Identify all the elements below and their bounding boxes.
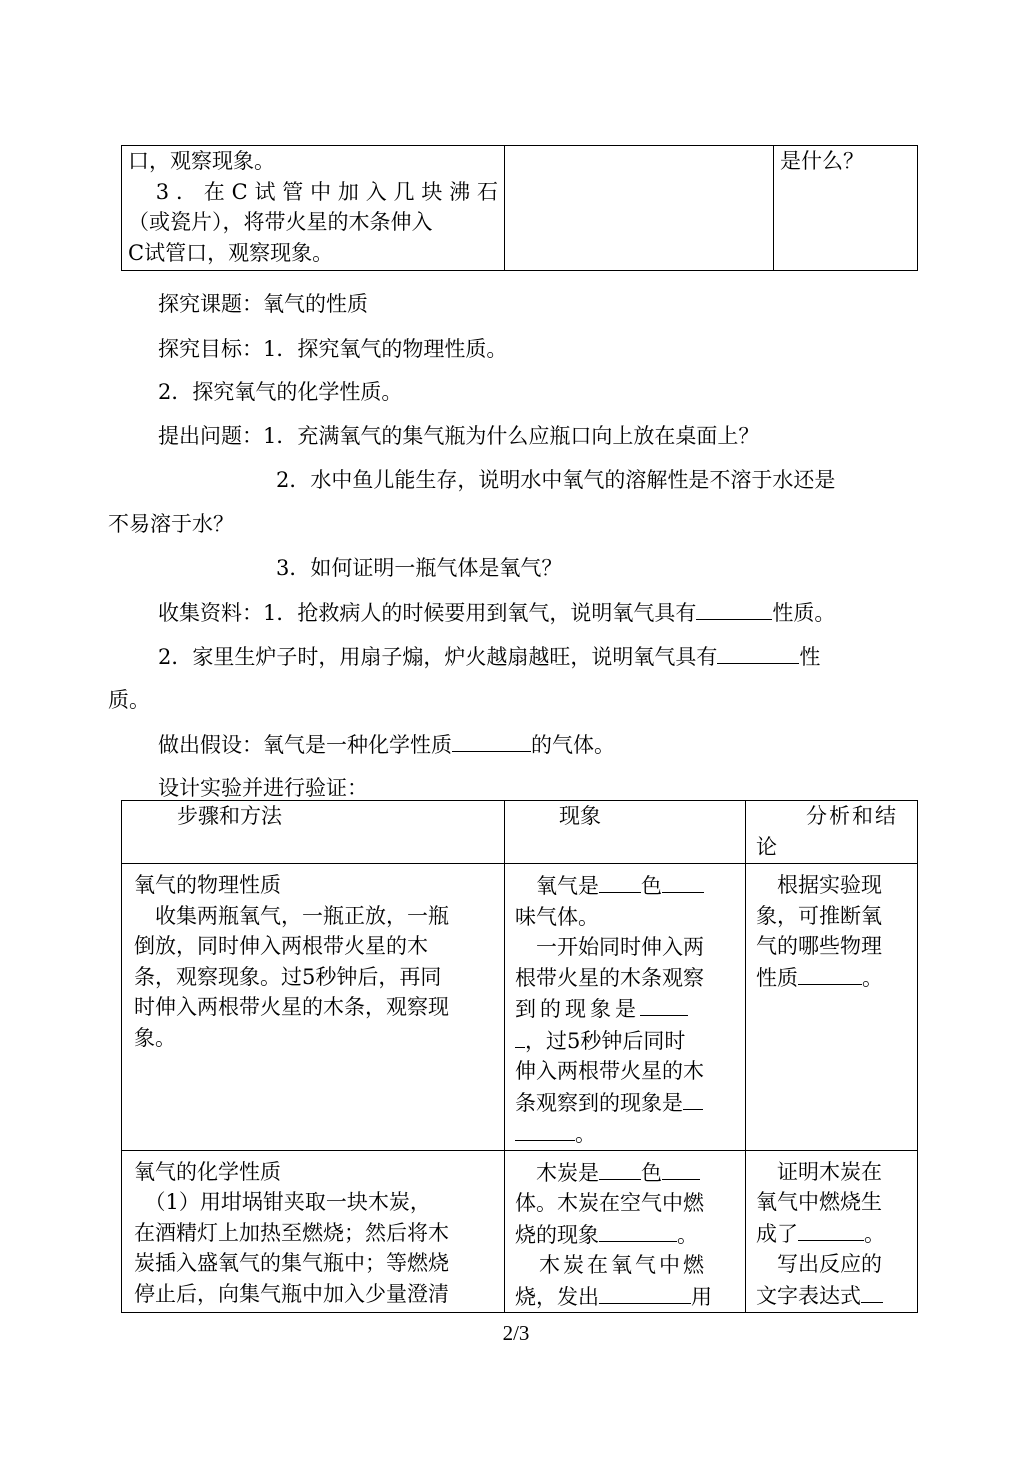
analysis-line: 氧气中燃烧生 xyxy=(756,1190,882,1214)
steps-line: （或瓷片），将带火星的木条伸入 xyxy=(128,210,433,234)
analysis-line xyxy=(756,1280,911,1312)
steps-line: C试管口，观察现象。 xyxy=(128,240,334,265)
analysis-line: 证明木炭在 xyxy=(756,1159,882,1184)
analysis-text: 。 xyxy=(864,1221,885,1246)
analysis-text: 性质 xyxy=(756,965,798,990)
phenomenon-cell xyxy=(505,146,774,271)
phenomenon-line xyxy=(515,1219,739,1251)
question-line-2a: 2．水中鱼儿能生存，说明水中氧气的溶解性是不溶于水还是 xyxy=(276,468,836,492)
collect-2-text: 2．家里生炉子时，用扇子煽，炉火越扇越旺，说明氧气具有 xyxy=(158,645,718,669)
fill-blank xyxy=(696,597,772,620)
fill-blank xyxy=(861,1280,883,1303)
analysis-text: 文字表达式 xyxy=(756,1283,861,1308)
steps-line: 倒放，同时伸入两根带火星的木 xyxy=(134,934,428,958)
phenomenon-line: 伸入两根带火星的木 xyxy=(515,1059,704,1083)
phenomenon-line: 味气体。 xyxy=(515,904,599,929)
goal-line-2: 2．探究氧气的化学性质。 xyxy=(158,380,403,404)
goal-line-1: 探究目标：1．探究氧气的物理性质。 xyxy=(158,337,508,361)
fill-blank xyxy=(662,870,704,893)
hypothesis-line xyxy=(158,729,615,760)
fill-blank xyxy=(599,1219,677,1242)
steps-cell xyxy=(122,146,505,271)
fill-blank xyxy=(662,1157,700,1180)
steps-line: 象。 xyxy=(134,1025,176,1050)
physical-phenomenon-cell xyxy=(505,864,746,1151)
phenomenon-text: 。 xyxy=(575,1122,596,1146)
phenomenon-line xyxy=(515,870,739,902)
analysis-cell xyxy=(774,146,918,271)
chemical-steps-cell xyxy=(122,1150,505,1313)
steps-line: 口，观察现象。 xyxy=(128,149,275,173)
fill-blank xyxy=(640,993,688,1016)
phenomenon-text: ，过5秒钟后同时 xyxy=(525,1028,686,1053)
phenomenon-text: 烧，发出 xyxy=(515,1284,599,1309)
collect-2-suffix: 性 xyxy=(799,645,821,669)
fill-blank xyxy=(798,1218,864,1241)
steps-line: 氧气的物理性质 xyxy=(134,873,281,897)
steps-line: 3．在C试管中加入几块沸石 xyxy=(128,179,498,204)
question-line-3: 3．如何证明一瓶气体是氧气？ xyxy=(276,556,563,580)
fill-blank xyxy=(452,729,531,752)
experiment-table-continued xyxy=(121,145,918,271)
analysis-line: 是什么？ xyxy=(780,149,864,173)
steps-line: 在酒精灯上加热至燃烧；然后将木 xyxy=(134,1220,449,1245)
phenomenon-text: 烧的现象 xyxy=(515,1222,599,1247)
analysis-line: 写出反应的 xyxy=(756,1252,882,1276)
phenomenon-line xyxy=(515,1281,739,1313)
phenomenon-line xyxy=(515,993,739,1025)
phenomenon-text: 色 xyxy=(641,1160,662,1185)
steps-line: 条，观察现象。过5秒钟后，再同 xyxy=(134,964,442,989)
collect-line-2 xyxy=(158,641,820,672)
fill-blank xyxy=(515,1025,525,1048)
analysis-line: 象，可推断氧 xyxy=(756,903,882,928)
header-phenomenon-label: 现象 xyxy=(559,804,601,828)
steps-line: 收集两瓶氧气，一瓶正放，一瓶 xyxy=(134,903,449,928)
chemical-analysis-cell xyxy=(746,1150,918,1313)
phenomenon-line xyxy=(515,1118,739,1150)
fill-blank xyxy=(717,641,799,664)
phenomenon-line xyxy=(515,1087,739,1119)
header-phenomenon xyxy=(505,801,746,864)
design-line: 设计实验并进行验证： xyxy=(158,776,368,800)
fill-blank xyxy=(515,1118,575,1141)
phenomenon-line: 体。木炭在空气中燃 xyxy=(515,1191,704,1215)
fill-blank xyxy=(683,1087,703,1110)
hypothesis-suffix: 的气体。 xyxy=(531,733,615,757)
analysis-line xyxy=(756,962,911,994)
steps-line: 氧气的化学性质 xyxy=(134,1159,281,1184)
question-line-2b: 不易溶于水？ xyxy=(108,512,234,536)
physical-steps-cell xyxy=(122,864,505,1151)
chemical-phenomenon-cell xyxy=(505,1150,746,1313)
hypothesis-text: 做出假设：氧气是一种化学性质 xyxy=(158,733,452,757)
phenomenon-line xyxy=(515,1157,739,1189)
header-analysis-label: 分析和结 xyxy=(806,804,898,828)
phenomenon-text: 氧气是 xyxy=(515,874,599,898)
fill-blank xyxy=(599,1157,641,1180)
phenomenon-text: 到的现象是 xyxy=(515,997,640,1021)
phenomenon-line xyxy=(515,1025,739,1057)
analysis-line: 根据实验现 xyxy=(756,873,882,897)
analysis-text: 。 xyxy=(862,965,883,990)
collect-1-suffix: 性质。 xyxy=(772,601,836,625)
analysis-line xyxy=(756,1218,911,1250)
topic-line: 探究课题：氧气的性质 xyxy=(158,292,368,316)
phenomenon-text: 用 xyxy=(691,1284,712,1309)
steps-line: 时伸入两根带火星的木条，观察现 xyxy=(134,995,449,1019)
header-steps xyxy=(122,801,505,864)
phenomenon-text: 色 xyxy=(641,874,662,898)
fill-blank xyxy=(599,1281,691,1304)
page-number: 2/3 xyxy=(502,1321,530,1345)
phenomenon-line: 一开始同时伸入两 xyxy=(515,935,704,959)
analysis-text: 成了 xyxy=(756,1221,798,1246)
collect-line-1 xyxy=(158,597,835,628)
header-steps-label: 步骤和方法 xyxy=(177,804,282,828)
phenomenon-text: 条观察到的现象是 xyxy=(515,1090,683,1115)
fill-blank xyxy=(798,962,862,985)
phenomenon-line: 根带火星的木条观察 xyxy=(515,965,704,990)
question-line-1: 提出问题：1．充满氧气的集气瓶为什么应瓶口向上放在桌面上？ xyxy=(158,424,760,448)
physical-analysis-cell xyxy=(746,864,918,1151)
steps-line: （1）用坩埚钳夹取一块木炭， xyxy=(134,1190,431,1214)
header-analysis xyxy=(746,801,918,864)
analysis-line: 气的哪些物理 xyxy=(756,934,882,958)
phenomenon-line: 木炭在氧气中燃 xyxy=(515,1253,707,1277)
steps-line: 停止后，向集气瓶中加入少量澄清 xyxy=(134,1281,449,1306)
experiment-table xyxy=(121,800,918,1313)
fill-blank xyxy=(599,870,641,893)
phenomenon-text: 木炭是 xyxy=(515,1160,599,1185)
steps-line: 炭插入盛氧气的集气瓶中；等燃烧 xyxy=(134,1251,449,1275)
phenomenon-text: 。 xyxy=(677,1222,698,1247)
collect-1-text: 收集资料：1．抢救病人的时候要用到氧气，说明氧气具有 xyxy=(158,601,697,625)
header-analysis-label-cont: 论 xyxy=(756,834,777,859)
collect-line-2-cont: 质。 xyxy=(108,688,150,712)
